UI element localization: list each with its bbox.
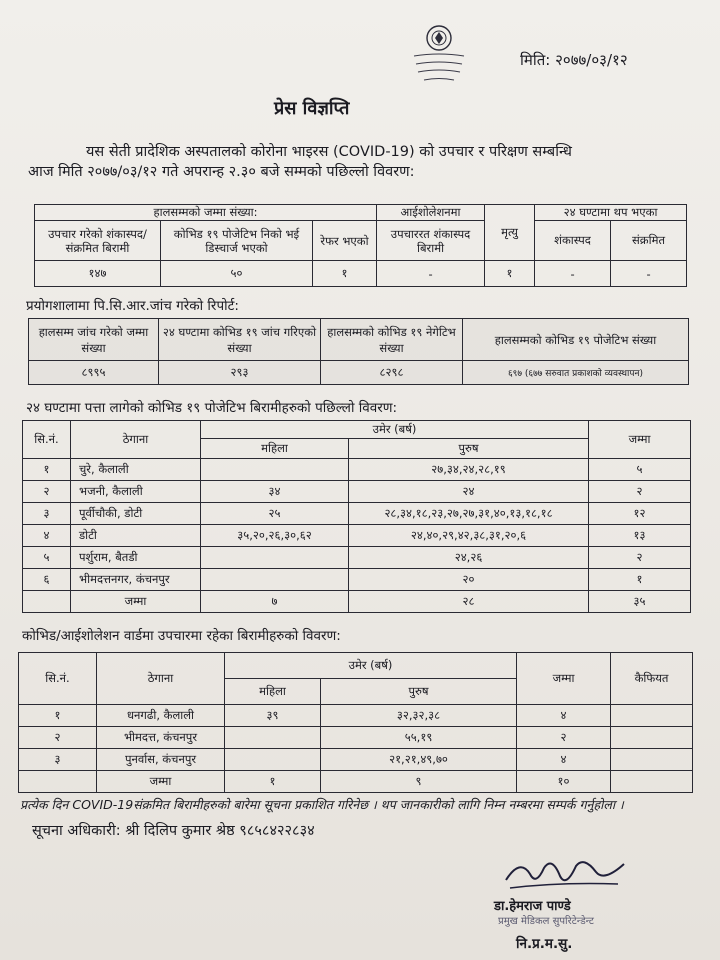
row-female bbox=[225, 727, 321, 749]
lab-value-24hr-tests: २९३ bbox=[159, 361, 321, 385]
row-male: २७,३४,२४,२८,१९ bbox=[349, 459, 589, 481]
row-place: भीमदत्त, कंचनपुर bbox=[97, 727, 225, 749]
table-row bbox=[19, 705, 693, 727]
row-sn: ५ bbox=[23, 547, 71, 569]
row-total: २ bbox=[517, 727, 611, 749]
row-place: पर्शुराम, बैतडी bbox=[71, 547, 201, 569]
row-female: ३९ bbox=[225, 705, 321, 727]
positive-header-age: उमेर (बर्ष) bbox=[201, 421, 589, 439]
row-place: भीमदत्तनगर, कंचनपुर bbox=[71, 569, 201, 591]
isolation-header-age: उमेर (बर्ष) bbox=[225, 653, 517, 679]
positive-sum-label: जम्मा bbox=[71, 591, 201, 613]
row-male: ३२,३२,३८ bbox=[321, 705, 517, 727]
signature-mark bbox=[500, 852, 630, 902]
summary-col-discharged: कोभिड १९ पोजेटिभ निको भई डिस्चार्ज भएको bbox=[161, 221, 313, 261]
table-row bbox=[19, 727, 693, 749]
row-male: २० bbox=[349, 569, 589, 591]
summary-col-referred: रेफर भएको bbox=[313, 221, 377, 261]
row-place: भजनी, कैलाली bbox=[71, 481, 201, 503]
lab-section-heading: प्रयोगशालामा पि.सि.आर.जांच गरेको रिपोर्ट: bbox=[26, 298, 239, 314]
isolation-sum-label: जम्मा bbox=[97, 771, 225, 793]
row-male: २१,२१,४९,७० bbox=[321, 749, 517, 771]
row-female bbox=[225, 749, 321, 771]
release-date: मिति: २०७७/०३/१२ bbox=[520, 51, 628, 69]
summary-value: - bbox=[535, 261, 611, 287]
row-female bbox=[201, 547, 349, 569]
page-title: प्रेस विज्ञप्ति bbox=[274, 98, 350, 119]
row-total: १३ bbox=[589, 525, 691, 547]
positive-24hr-table bbox=[22, 420, 691, 613]
row-total: ४ bbox=[517, 705, 611, 727]
lab-header-positive: हालसम्मको कोभिड १९ पोजेटिभ संख्या bbox=[463, 319, 689, 361]
lab-value-negative: ८२९८ bbox=[321, 361, 463, 385]
summary-value: १ bbox=[313, 261, 377, 287]
summary-header-isolation: आईशोलेशनमा bbox=[377, 205, 485, 221]
summary-col-isolation-suspected: उपचाररत शंकास्पद बिरामी bbox=[377, 221, 485, 261]
table-cell bbox=[19, 771, 97, 793]
lab-value-positive: ६९७ (६७७ सरुवात प्रकाशको व्यवस्थापन) bbox=[463, 361, 689, 385]
row-remarks bbox=[611, 749, 693, 771]
signatory-name: डा.हेमराज पाण्डे bbox=[494, 899, 571, 914]
summary-col-treated: उपचार गरेको शंकास्पद/संक्रमित बिरामी bbox=[35, 221, 161, 261]
summary-header-24hr: २४ घण्टामा थप भएका bbox=[535, 205, 687, 221]
footer-note: प्रत्येक दिन COVID-19संक्रमित बिरामीहरुको बारेमा सूचना प्रकाशित गरिनेछ । थप जानकारीको लागि निम्न नम्बरमा सम्पर्क गर्नुहोला । bbox=[20, 797, 624, 812]
summary-value: १ bbox=[485, 261, 535, 287]
table-row bbox=[23, 525, 691, 547]
row-female: २५ bbox=[201, 503, 349, 525]
row-sn: ६ bbox=[23, 569, 71, 591]
row-sn: २ bbox=[19, 727, 97, 749]
lab-header-negative: हालसम्मको कोभिड १९ नेगेटिभ संख्या bbox=[321, 319, 463, 361]
row-sn: १ bbox=[23, 459, 71, 481]
lab-header-total-tests: हालसम्म जांच गरेको जम्मा संख्या bbox=[29, 319, 159, 361]
table-cell bbox=[23, 591, 71, 613]
table-row bbox=[23, 459, 691, 481]
row-female: ३५,२०,२६,३०,६२ bbox=[201, 525, 349, 547]
signatory-designation: नि.प्र.म.सु. bbox=[516, 936, 573, 952]
table-row bbox=[23, 503, 691, 525]
lab-value-total-tests: ८९९५ bbox=[29, 361, 159, 385]
positive-section-heading: २४ घण्टामा पत्ता लागेको कोभिड १९ पोजेटिभ बिरामीहरुको पछिल्लो विवरण: bbox=[26, 400, 398, 416]
positive-sum-total: ३५ bbox=[589, 591, 691, 613]
isolation-header-sn: सि.नं. bbox=[19, 653, 97, 705]
isolation-sum-total: १० bbox=[517, 771, 611, 793]
row-male: २४ bbox=[349, 481, 589, 503]
row-remarks bbox=[611, 727, 693, 749]
isolation-header-male: पुरुष bbox=[321, 679, 517, 705]
positive-header-total: जम्मा bbox=[589, 421, 691, 459]
row-total: ५ bbox=[589, 459, 691, 481]
table-row bbox=[19, 749, 693, 771]
lab-header-24hr-tests: २४ घण्टामा कोभिड १९ जांच गरिएको संख्या bbox=[159, 319, 321, 361]
row-male: ५५,१९ bbox=[321, 727, 517, 749]
row-total: १२ bbox=[589, 503, 691, 525]
table-row bbox=[23, 547, 691, 569]
isolation-sum-male: ९ bbox=[321, 771, 517, 793]
table-row bbox=[23, 481, 691, 503]
isolation-header-remarks: कैफियत bbox=[611, 653, 693, 705]
isolation-table bbox=[18, 652, 693, 793]
row-sn: ३ bbox=[23, 503, 71, 525]
summary-value: - bbox=[611, 261, 687, 287]
row-sn: १ bbox=[19, 705, 97, 727]
lab-table bbox=[28, 318, 689, 385]
summary-col-24hr-infected: संक्रमित bbox=[611, 221, 687, 261]
row-place: धनगढी, कैलाली bbox=[97, 705, 225, 727]
table-cell bbox=[611, 771, 693, 793]
isolation-header-place: ठेगाना bbox=[97, 653, 225, 705]
intro-line-2: आज मिति २०७७/०३/१२ गते अपरान्ह २.३० बजे सम्मको पछिल्लो विवरण: bbox=[28, 164, 415, 180]
isolation-sum-female: १ bbox=[225, 771, 321, 793]
row-male: २४,४०,२९,४२,३८,३१,२०,६ bbox=[349, 525, 589, 547]
intro-paragraph bbox=[28, 142, 688, 182]
row-female bbox=[201, 459, 349, 481]
positive-header-place: ठेगाना bbox=[71, 421, 201, 459]
row-place: डोटी bbox=[71, 525, 201, 547]
hospital-seal-logo bbox=[408, 22, 470, 84]
row-place: पूर्वीचौकी, डोटी bbox=[71, 503, 201, 525]
summary-value: १४७ bbox=[35, 261, 161, 287]
summary-value: - bbox=[377, 261, 485, 287]
summary-col-24hr-suspected: शंकास्पद bbox=[535, 221, 611, 261]
row-place: चुरे, कैलाली bbox=[71, 459, 201, 481]
summary-value: ५० bbox=[161, 261, 313, 287]
row-total: २ bbox=[589, 481, 691, 503]
isolation-section-heading: कोभिड/आईशोलेशन वार्डमा उपचारमा रहेका बिरामीहरुको विवरण: bbox=[22, 628, 341, 644]
positive-header-female: महिला bbox=[201, 439, 349, 459]
information-officer: सूचना अधिकारी: श्री दिलिप कुमार श्रेष्ठ ९८५८४२२८३४ bbox=[32, 823, 315, 839]
positive-sum-male: २८ bbox=[349, 591, 589, 613]
row-female bbox=[201, 569, 349, 591]
row-remarks bbox=[611, 705, 693, 727]
row-sn: ४ bbox=[23, 525, 71, 547]
summary-header-deaths: मृत्यु bbox=[485, 205, 535, 261]
intro-line-1: यस सेती प्रादेशिक अस्पतालको कोरोना भाइरस (COVID-19) को उपचार र परिक्षण सम्बन्धि bbox=[86, 144, 572, 160]
row-total: २ bbox=[589, 547, 691, 569]
row-total: ४ bbox=[517, 749, 611, 771]
row-female: ३४ bbox=[201, 481, 349, 503]
row-total: १ bbox=[589, 569, 691, 591]
positive-sum-female: ७ bbox=[201, 591, 349, 613]
summary-table bbox=[34, 204, 687, 287]
table-row bbox=[23, 569, 691, 591]
row-place: पुनर्वास, कंचनपुर bbox=[97, 749, 225, 771]
signatory-stamp: प्रमुख मेडिकल सुपरिटेन्डेन्ट bbox=[498, 916, 594, 927]
row-male: २४,२६ bbox=[349, 547, 589, 569]
positive-header-sn: सि.नं. bbox=[23, 421, 71, 459]
row-sn: ३ bbox=[19, 749, 97, 771]
row-sn: २ bbox=[23, 481, 71, 503]
positive-header-male: पुरुष bbox=[349, 439, 589, 459]
isolation-header-total: जम्मा bbox=[517, 653, 611, 705]
summary-header-total: हालसम्मको जम्मा संख्या: bbox=[35, 205, 377, 221]
row-male: २८,३४,१८,२३,२७,२७,३१,४०,१३,१८,१८ bbox=[349, 503, 589, 525]
isolation-header-female: महिला bbox=[225, 679, 321, 705]
